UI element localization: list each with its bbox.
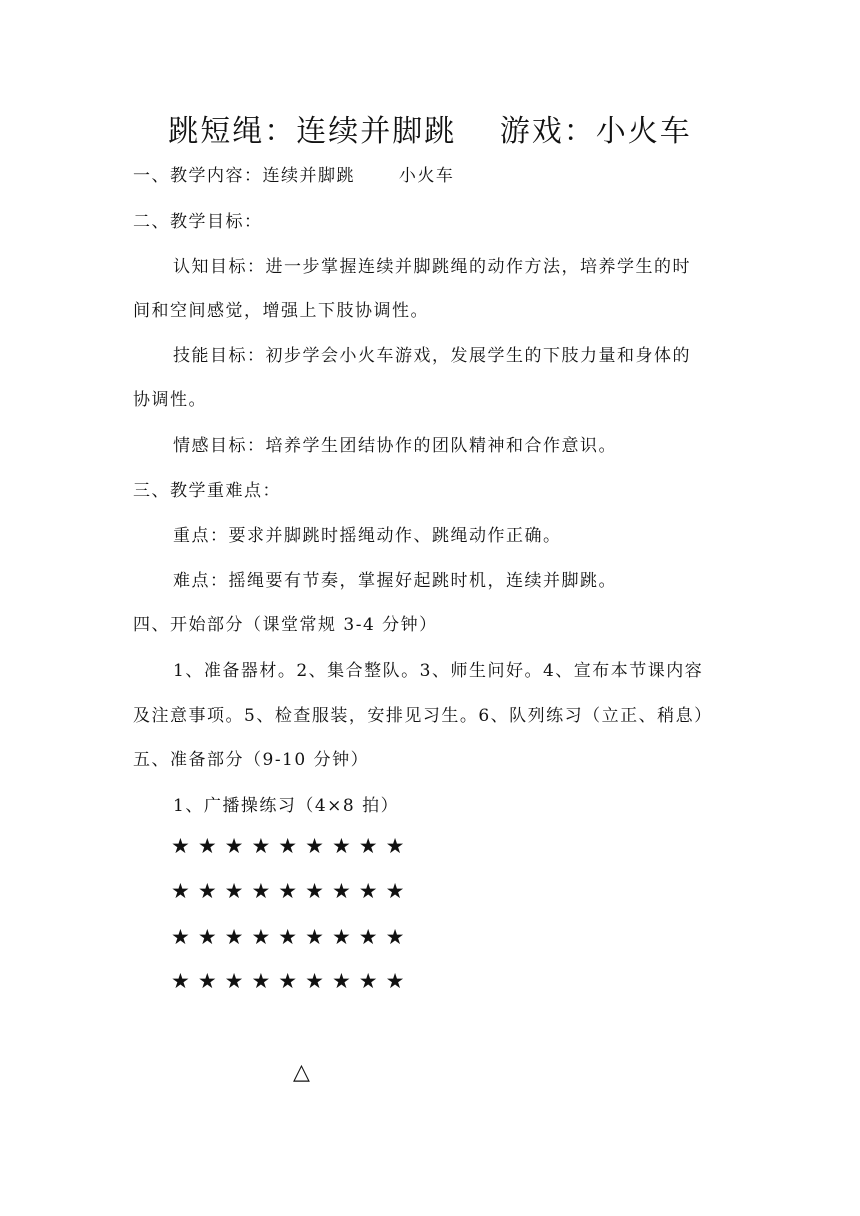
cognitive-goal-line-1: 认知目标：进一步掌握连续并脚跳绳的动作方法，培养学生的时 bbox=[173, 257, 691, 277]
formation-row-2: ★★★★★★★★★ bbox=[171, 879, 413, 903]
page-title: 跳短绳：连续并脚跳 游戏：小火车 bbox=[168, 114, 692, 149]
section-4-heading: 四、开始部分（课堂常规 3-4 分钟） bbox=[133, 615, 438, 635]
difficult-point-line: 难点：摇绳要有节奏，掌握好起跳时机，连续并脚跳。 bbox=[173, 571, 617, 591]
start-part-line-1: 1、准备器材。2、集合整队。3、师生问好。4、宣布本节课内容 bbox=[173, 661, 704, 681]
section-3-heading: 三、教学重难点： bbox=[133, 481, 281, 501]
key-point-line: 重点：要求并脚跳时摇绳动作、跳绳动作正确。 bbox=[173, 526, 562, 546]
section-5-heading: 五、准备部分（9-10 分钟） bbox=[133, 750, 370, 770]
cognitive-goal-line-2: 间和空间感觉，增强上下肢协调性。 bbox=[133, 301, 429, 321]
emotion-goal-line: 情感目标：培养学生团结协作的团队精神和合作意识。 bbox=[173, 436, 617, 456]
skill-goal-line-1: 技能目标：初步学会小火车游戏，发展学生的下肢力量和身体的 bbox=[173, 346, 691, 366]
start-part-line-2: 及注意事项。5、检查服装，安排见习生。6、队列练习（立正、稍息） bbox=[133, 706, 713, 726]
section-1-content: 一、教学内容：连续并脚跳 小火车 bbox=[133, 166, 455, 186]
teacher-triangle-icon: △ bbox=[293, 1060, 310, 1085]
broadcast-exercise-line: 1、广播操练习（4×8 拍） bbox=[173, 796, 400, 816]
formation-row-3: ★★★★★★★★★ bbox=[171, 925, 413, 949]
skill-goal-line-2: 协调性。 bbox=[133, 390, 207, 410]
section-2-heading: 二、教学目标： bbox=[133, 212, 263, 232]
formation-row-1: ★★★★★★★★★ bbox=[171, 834, 413, 858]
formation-row-4: ★★★★★★★★★ bbox=[171, 969, 413, 993]
